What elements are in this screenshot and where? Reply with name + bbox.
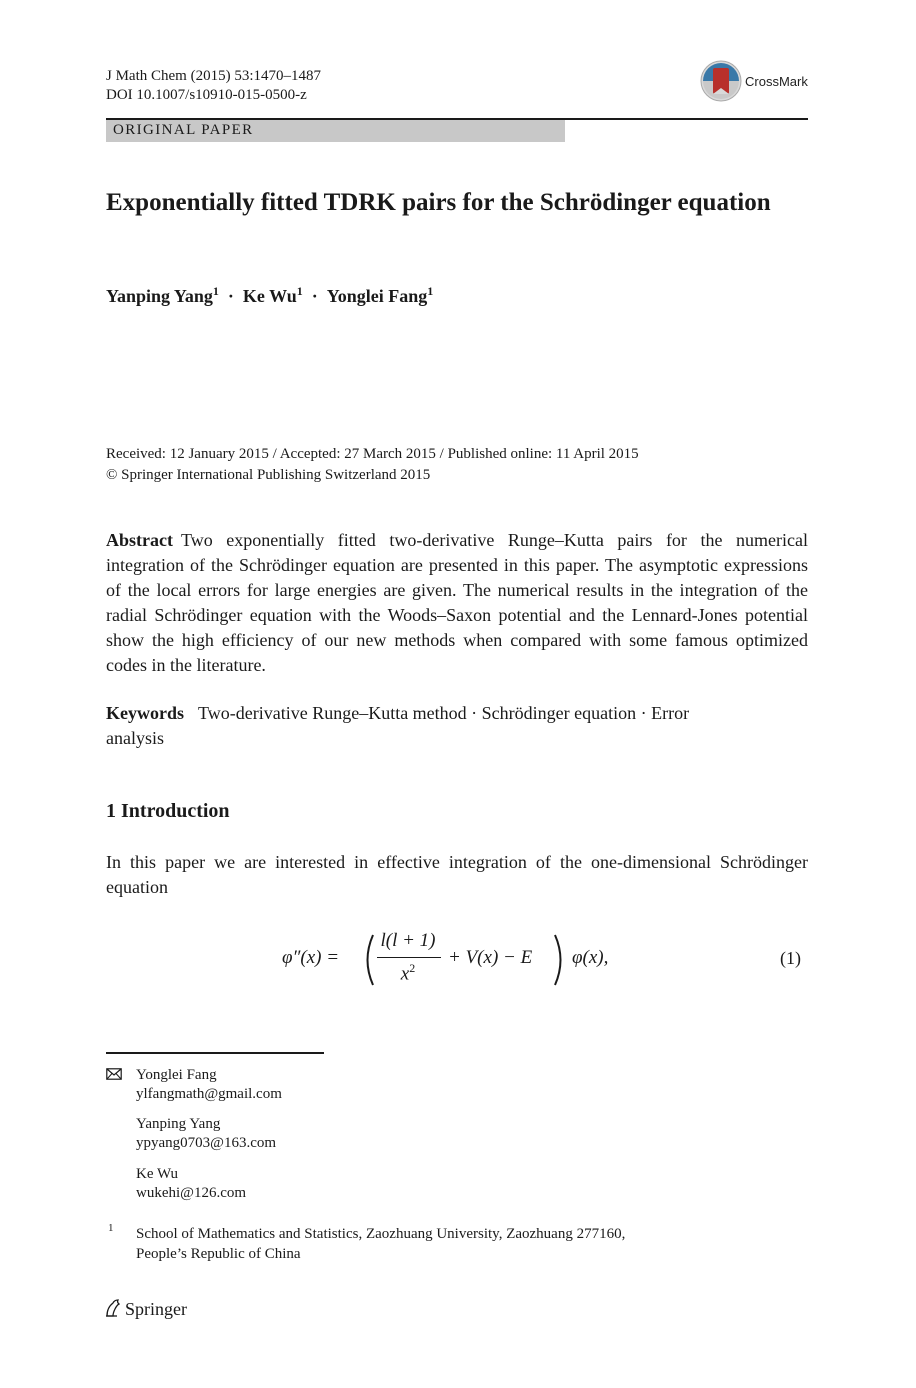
author-separator: · — [227, 286, 234, 306]
author-affiliation-mark: 1 — [296, 284, 303, 298]
contact-name: Ke Wu — [136, 1166, 179, 1182]
author-separator: · — [311, 286, 318, 306]
intro-paragraph: In this paper we are interested in effective integration of the one-dimensional Schrödinger equation — [106, 852, 808, 897]
abstract — [106, 528, 808, 678]
contact-email[interactable]: ylfangmath@gmail.com — [136, 1086, 282, 1102]
fraction-denominator: $x^2$ — [400, 961, 416, 985]
contact-email[interactable]: wukehi@126.com — [136, 1185, 247, 1201]
crossmark-logo[interactable] — [700, 60, 810, 104]
contact-entry — [136, 1066, 282, 1104]
article-type: ORIGINAL PAPER — [113, 122, 254, 138]
doi[interactable]: DOI 10.1007/s10910-015-0500-z — [106, 87, 307, 103]
crossmark-label: CrossMark — [745, 74, 808, 89]
fraction-bar — [377, 957, 441, 958]
author-list — [106, 284, 433, 307]
paper-title: Exponentially fitted TDRK pairs for the Schrödinger equation — [106, 189, 771, 216]
affiliation — [136, 1224, 625, 1264]
affiliation-line: People’s Republic of China — [136, 1246, 301, 1262]
envelope-icon — [106, 1068, 122, 1080]
abstract-text: Two exponentially fitted two-derivative Runge–Kutta pairs for the numerical integration of the Schrödinger equation are presented in this paper. The asymptotic expressions of the local errors for large energies are given. The numerical results in the integration of the radial Schrödinger equation with the Woods–Saxon potential and the Lennard-Jones potential show the high efficiency of our new methods when compared with some famous optimized codes in the literature. — [106, 530, 808, 675]
contact-name: Yonglei Fang — [136, 1067, 217, 1083]
left-paren-glyph — [360, 934, 376, 986]
footnote-divider — [106, 1052, 324, 1054]
contact-entry — [136, 1165, 246, 1203]
author-name[interactable]: Yanping Yang — [106, 286, 213, 306]
publisher-logo[interactable] — [104, 1298, 187, 1320]
author-name[interactable]: Yonglei Fang — [326, 286, 428, 306]
author-affiliation-mark: 1 — [212, 284, 219, 298]
author-name[interactable]: Ke Wu — [242, 286, 297, 306]
contact-email[interactable]: ypyang0703@163.com — [136, 1135, 277, 1151]
section-heading: 1 Introduction — [106, 800, 230, 822]
crossmark-icon — [700, 60, 742, 102]
publication-history: Received: 12 January 2015 / Accepted: 27 March 2015 / Published online: 11 April 2015 — [106, 446, 639, 462]
affiliation-line: School of Mathematics and Statistics, Zaozhuang University, Zaozhuang 277160, — [136, 1226, 626, 1242]
right-paren-glyph — [552, 934, 568, 986]
publication-dates — [106, 444, 639, 486]
equation-number: (1) — [780, 948, 801, 968]
equation-tail: + V(x) − E — [448, 947, 533, 968]
publisher-name: Springer — [125, 1299, 187, 1319]
affiliation-number: 1 — [108, 1222, 114, 1234]
equation-1 — [280, 928, 680, 988]
journal-citation: J Math Chem (2015) 53:1470–1487 — [106, 68, 321, 84]
keywords-label: Keywords — [106, 703, 184, 723]
equation-lhs: φ″(x) = — [282, 947, 340, 968]
keywords-text: Two-derivative Runge–Kutta method · Schrödinger equation · Error analysis — [106, 703, 690, 748]
abstract-label: Abstract — [106, 530, 173, 550]
contact-name: Yanping Yang — [136, 1116, 221, 1132]
springer-horse-icon — [104, 1298, 122, 1318]
fraction-numerator: l(l + 1) — [380, 930, 436, 951]
contact-entry — [136, 1115, 276, 1153]
copyright-notice: © Springer International Publishing Switzerland 2015 — [106, 467, 431, 483]
author-affiliation-mark: 1 — [427, 284, 434, 298]
equation-rhs: φ(x), — [572, 947, 609, 968]
keywords — [106, 701, 746, 751]
article-type-bar — [106, 120, 565, 142]
